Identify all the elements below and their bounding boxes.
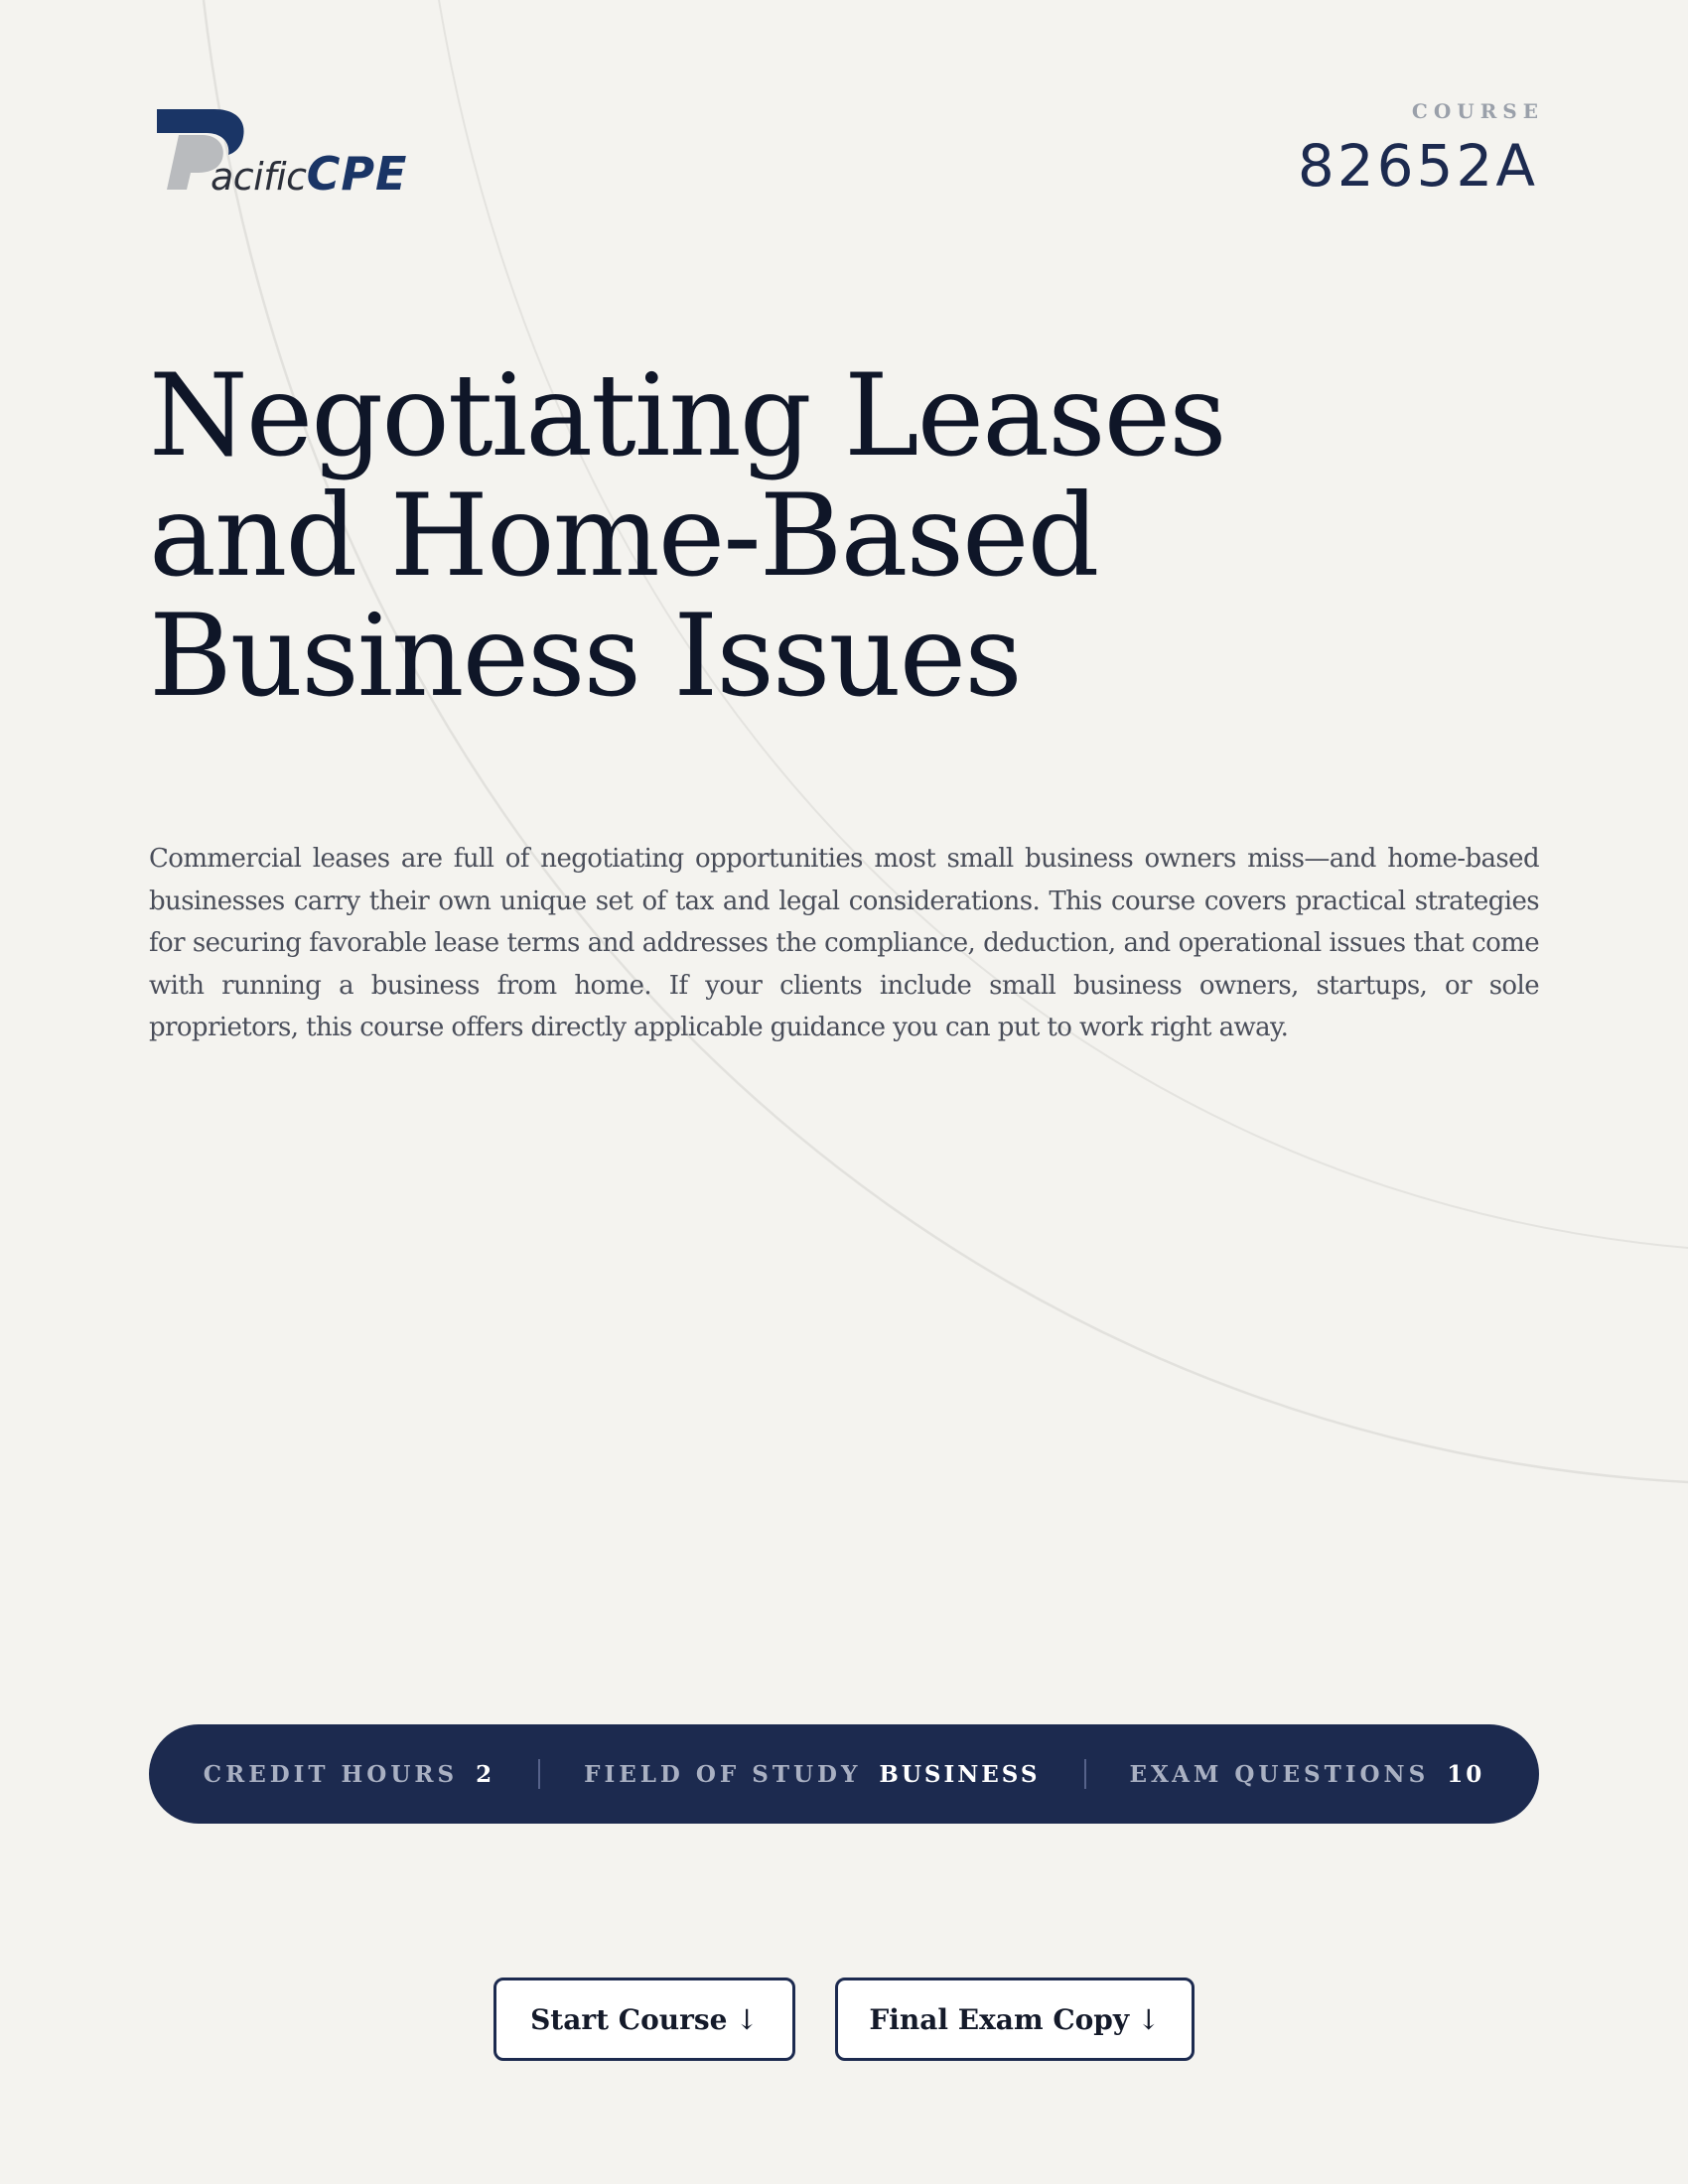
field-of-study-value: BUSINESS [879, 1760, 1041, 1788]
course-code: 82652A [1297, 132, 1538, 200]
start-course-label: Start Course [530, 2002, 728, 2036]
arrow-down-icon: ↓ [1137, 2002, 1161, 2036]
title-line-2: and Home-Based [149, 470, 1098, 602]
exam-questions-value: 10 [1447, 1760, 1485, 1788]
course-label: COURSE [1411, 99, 1544, 123]
credit-hours-label: CREDIT HOURS [203, 1760, 459, 1788]
final-exam-copy-button[interactable] [835, 1978, 1195, 2061]
action-buttons [0, 1978, 1688, 2061]
start-course-button[interactable] [493, 1978, 795, 2061]
pacific-cpe-logo [155, 107, 413, 199]
logo-wordmark [211, 147, 407, 201]
title-line-1: Negotiating Leases [149, 349, 1225, 481]
logo-wordmark-cpe: CPE [306, 147, 408, 201]
course-info [1297, 99, 1544, 200]
final-exam-copy-label: Final Exam Copy [869, 2002, 1130, 2036]
course-stats-bar [149, 1724, 1539, 1824]
stat-credit-hours [204, 1761, 494, 1788]
stat-divider [538, 1759, 540, 1789]
exam-questions-label: EXAM QUESTIONS [1129, 1760, 1430, 1788]
stat-field-of-study [584, 1761, 1040, 1788]
title-line-3: Business Issues [149, 590, 1021, 722]
page-title [149, 349, 1539, 722]
stat-divider [1084, 1759, 1086, 1789]
field-of-study-label: FIELD OF STUDY [584, 1760, 862, 1788]
logo-wordmark-acific: acific [211, 155, 307, 199]
stat-exam-questions [1130, 1761, 1485, 1788]
course-description: Commercial leases are full of negotiating opportunities most small business owners miss—and home-based businesses carry their own unique set of tax and legal considerations. This course covers practical strategies for securing favorable lease terms and addresses the compliance, deduction, and operational issues that come with running a business from home. If your clients include small business owners, startups, or sole proprietors, this course offers directly applicable guidance you can put to work right away. [149, 844, 1539, 1042]
arrow-down-icon: ↓ [735, 2002, 759, 2036]
credit-hours-value: 2 [476, 1760, 495, 1788]
